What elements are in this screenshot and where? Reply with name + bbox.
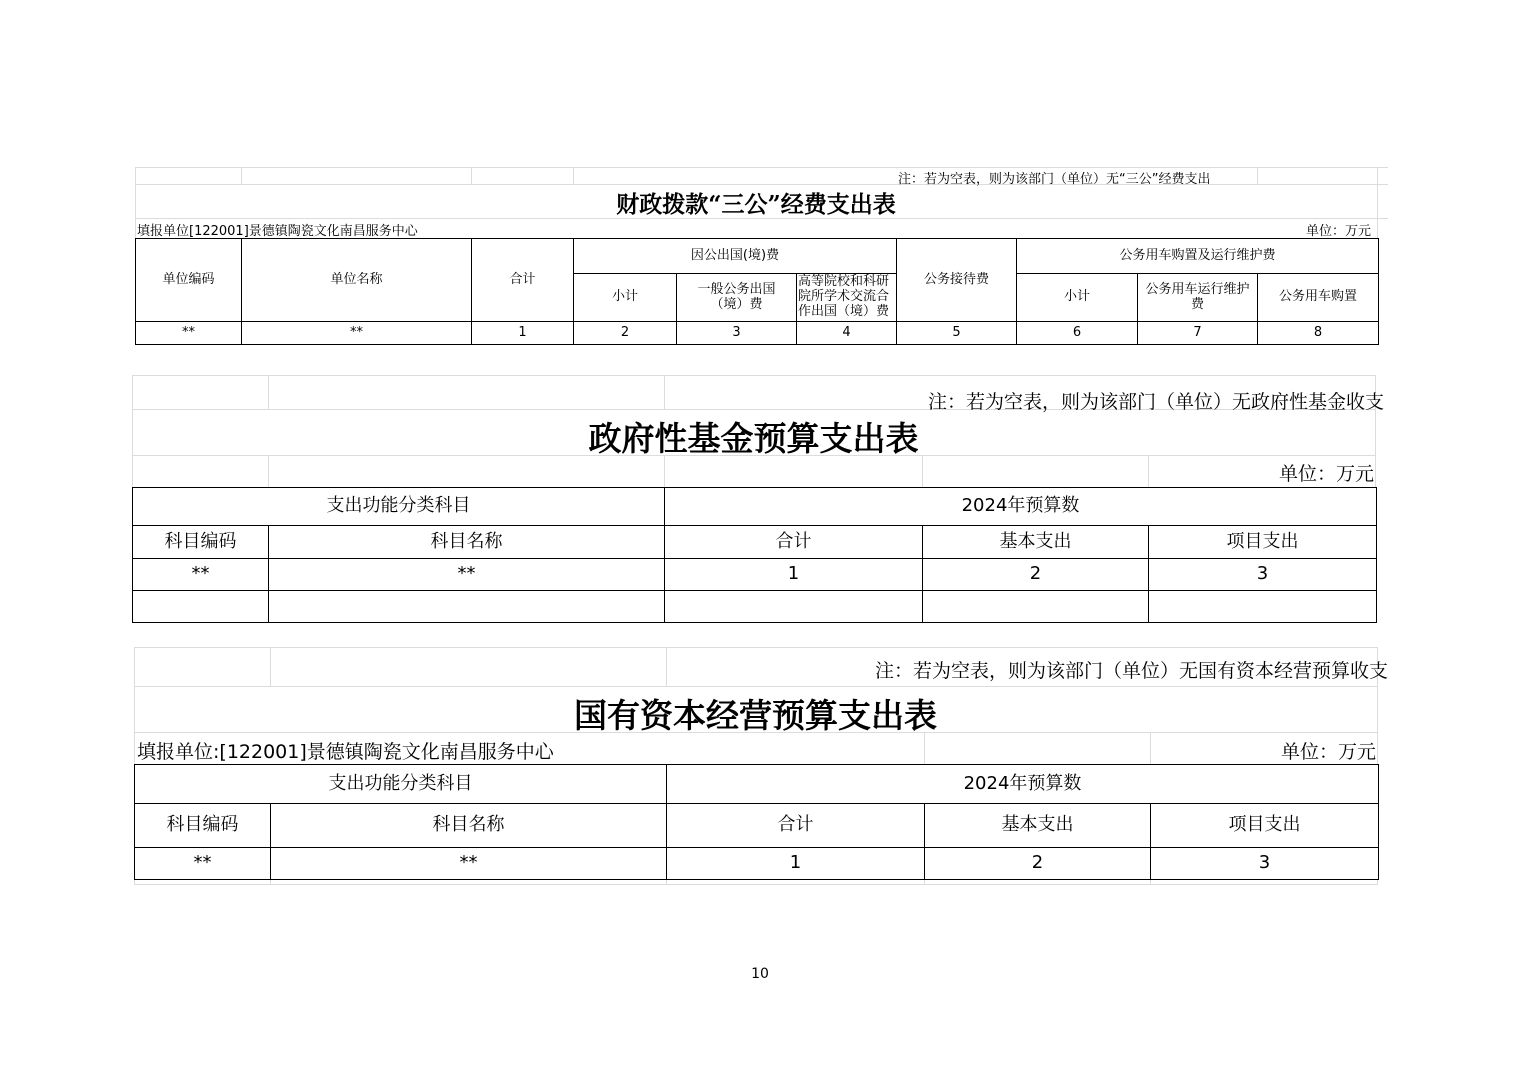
index-cell: ** (136, 322, 242, 345)
header-abroad-subtotal: 小计 (574, 274, 677, 322)
page-number: 10 (751, 966, 769, 982)
gridline (134, 884, 1378, 885)
table3-title: 国有资本经营预算支出表 (574, 696, 937, 735)
table3-unit-measure: 单位：万元 (1281, 741, 1377, 763)
index-cell: 3 (1151, 848, 1379, 880)
index-cell: ** (271, 848, 667, 880)
index-cell: 7 (1138, 322, 1258, 345)
table1-unit-measure: 单位：万元 (1306, 224, 1372, 239)
index-cell: 2 (925, 848, 1151, 880)
header-unit-name: 单位名称 (242, 239, 472, 322)
header-function-category: 支出功能分类科目 (135, 765, 667, 804)
table1-note: 注：若为空表，则为该部门（单位）无“三公”经费支出 (898, 172, 1211, 187)
gridline (134, 647, 1378, 648)
table3-unit-label: 填报单位:[122001]景德镇陶瓷文化南昌服务中心 (137, 741, 554, 763)
gridline (1377, 167, 1378, 239)
header-vehicle-operation: 公务用车运行维护费 (1138, 274, 1258, 322)
table2-note: 注：若为空表，则为该部门（单位）无政府性基金收支 (928, 391, 1385, 413)
table3-grid (134, 764, 1379, 880)
table1-grid (135, 238, 1379, 345)
header-reception: 公务接待费 (897, 239, 1017, 322)
index-cell: ** (133, 559, 269, 591)
index-cell: ** (242, 322, 472, 345)
table-row (133, 559, 1377, 591)
header-total: 合计 (665, 526, 923, 559)
empty-cell (923, 591, 1149, 623)
index-cell: 3 (1149, 559, 1377, 591)
header-subject-name: 科目名称 (269, 526, 665, 559)
header-subject-code: 科目编码 (133, 526, 269, 559)
header-budget-2024: 2024年预算数 (667, 765, 1379, 804)
header-abroad-general: 一般公务出国（境）费 (677, 274, 797, 322)
header-vehicle-purchase: 公务用车购置 (1258, 274, 1379, 322)
table2-unit-measure: 单位：万元 (1279, 463, 1375, 485)
header-function-category: 支出功能分类科目 (133, 488, 665, 526)
header-unit-code: 单位编码 (136, 239, 242, 322)
header-abroad-academic: 高等院校和科研院所学术交流合作出国（境）费 (797, 274, 897, 322)
header-abroad: 因公出国(境)费 (574, 239, 897, 274)
header-project: 项目支出 (1151, 804, 1379, 848)
gridline (241, 167, 242, 184)
header-budget-2024: 2024年预算数 (665, 488, 1377, 526)
table-row (133, 591, 1377, 623)
table1-unit-label: 填报单位[122001]景德镇陶瓷文化南昌服务中心 (137, 224, 418, 239)
gridline (1257, 167, 1258, 184)
header-vehicle-subtotal: 小计 (1017, 274, 1138, 322)
empty-cell (269, 591, 665, 623)
empty-cell (665, 591, 923, 623)
empty-cell (133, 591, 269, 623)
gridline (270, 647, 271, 686)
header-vehicle: 公务用车购置及运行维护费 (1017, 239, 1379, 274)
gridline (132, 375, 1376, 376)
table2-grid (132, 487, 1377, 623)
header-subject-name: 科目名称 (271, 804, 667, 848)
index-cell: 1 (665, 559, 923, 591)
index-cell: ** (135, 848, 271, 880)
header-basic: 基本支出 (923, 526, 1149, 559)
table-row (135, 848, 1379, 880)
header-subject-code: 科目编码 (135, 804, 271, 848)
index-cell: 2 (923, 559, 1149, 591)
index-cell: 4 (797, 322, 897, 345)
index-cell: 1 (667, 848, 925, 880)
table3-note: 注：若为空表，则为该部门（单位）无国有资本经营预算收支 (875, 660, 1389, 682)
header-total: 合计 (472, 239, 574, 322)
index-cell: 1 (472, 322, 574, 345)
gridline (664, 375, 665, 409)
header-project: 项目支出 (1149, 526, 1377, 559)
empty-cell (1149, 591, 1377, 623)
gridline (134, 686, 1378, 687)
index-cell: 2 (574, 322, 677, 345)
header-basic: 基本支出 (925, 804, 1151, 848)
gridline (573, 167, 574, 184)
gridline (666, 647, 667, 686)
index-cell: 5 (897, 322, 1017, 345)
index-cell: 3 (677, 322, 797, 345)
index-cell: 6 (1017, 322, 1138, 345)
index-cell: ** (269, 559, 665, 591)
header-total: 合计 (667, 804, 925, 848)
table1-title: 财政拨款“三公”经费支出表 (616, 191, 896, 218)
gridline (471, 167, 472, 184)
index-cell: 8 (1258, 322, 1379, 345)
table-row (136, 322, 1379, 345)
gridline (268, 375, 269, 409)
table2-title: 政府性基金预算支出表 (588, 419, 919, 458)
